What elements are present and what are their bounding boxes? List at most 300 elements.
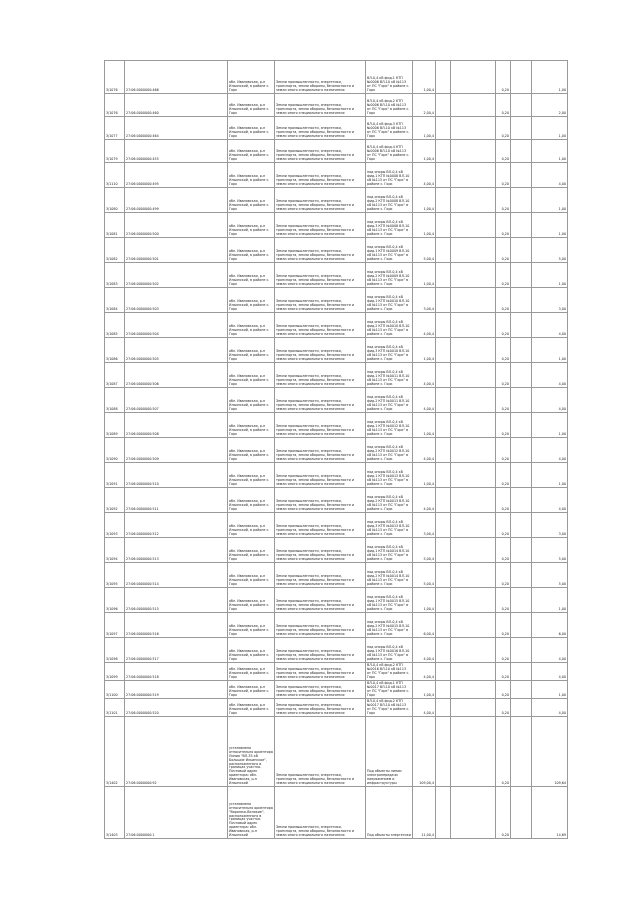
row-number: 3/1089 [105,413,125,438]
permitted-use: под опоры ВЛ-0,4 кВ фид.2 КТП №0015 ВЛ-10 кВ №113 от ПС "Горк" в районе с. Горк [366,613,413,638]
plot-area: 11,00,4 [413,787,436,839]
plot-location: обл. Ивановская, р-н Ильинский, в районе с. Горк [228,513,275,538]
cadastral-number: 27:06:0000000:520 [125,699,228,717]
cadastral-number: 27:06:0000000:514 [125,563,228,588]
permitted-use: под опоры ВЛ-0,4 кВ фид.1 КТП №0014 ВЛ-10 кВ №113 от ПС "Горк" в районе с. Горк [366,538,413,563]
row-number: 3/1083 [105,263,125,288]
table-row [105,263,568,288]
table-row [105,513,568,538]
cadastral-number: 27:06:0000000:499 [125,188,228,213]
permitted-use: под опоры ВЛ-0,4 кВ фид.2 КТП №0013 ВЛ-10 кВ №113 от ПС "Горк" в районе с. Горк [366,488,413,513]
permitted-use: под опоры ВЛ-0,4 кВ фид.3 КТП №0013 ВЛ-10 кВ №113 от ПС "Горк" в районе с. Горк [366,513,413,538]
empty-cell [436,338,451,363]
plot-area: 4,00,4 [413,388,436,413]
land-category: Земли промышленности, энергетики, транспорта, земли обороны, безопасности и земли иного специального назначения [275,263,366,288]
plot-location: обл. Ивановская, р-н Ильинский, в районе с. Горк [228,117,275,140]
plot-area: 1,00,4 [413,213,436,238]
empty-cell [436,140,451,163]
empty-cell [511,681,532,699]
permitted-use: ВЛ-0,4 кВ фид.4 КТП №0006 ВЛ-10 кВ №113 от ПС "Горк" в районе с. Горк [366,140,413,163]
table-row [105,488,568,513]
empty-cell [451,663,496,681]
table-row [105,61,568,94]
plot-area: 1,00,4 [413,117,436,140]
unit-value: 0,4 [428,357,434,362]
unit-value: 0,4 [428,382,434,387]
table-row [105,588,568,613]
table-row [105,140,568,163]
table-row [105,117,568,140]
row-number: 3/1081 [105,213,125,238]
permitted-use: Под объекты энергетики [366,787,413,839]
land-category: Земли промышленности, энергетики, транспорта, земли обороны, безопасности и земли иного специального назначения [275,140,366,163]
permitted-use: ВЛ-0,4 кВ фид.2 КТП №0006 ВЛ-10 кВ №113 от ПС "Горк" в районе с. Горк [366,94,413,117]
empty-cell [511,588,532,613]
row-number: 3/1098 [105,638,125,663]
row-number: 3/1082 [105,238,125,263]
empty-cell [451,313,496,338]
empty-cell [436,117,451,140]
unit-value: 0,4 [428,833,434,838]
payment-sum: 1,00 [532,588,568,613]
payment-sum: 3,00 [532,288,568,313]
plot-area: 5,00,4 [413,238,436,263]
land-category: Земли промышленности, энергетики, транспорта, земли обороны, безопасности и земли иного специального назначения [275,117,366,140]
land-category: Земли промышленности, энергетики, транспорта, земли обороны, безопасности и земли иного специального назначения [275,681,366,699]
empty-cell [451,463,496,488]
table-row [105,238,568,263]
row-number: 3/1088 [105,388,125,413]
plot-area: 3,00,4 [413,288,436,313]
rate-value: 0,20 [496,488,511,513]
row-number: 3/1403 [105,787,125,839]
cadastral-number: 27:06:0000000:504 [125,313,228,338]
payment-sum: 14,69 [532,787,568,839]
cadastral-number: 27:06:0000000:501 [125,238,228,263]
permitted-use: под опоры ВЛ-0,4 кВ фид.2 КТП №0012 ВЛ-10 кВ №113 от ПС "Горк" в районе с. Горк [366,438,413,463]
payment-sum: 5,00 [532,563,568,588]
row-number: 3/1091 [105,463,125,488]
empty-cell [436,188,451,213]
unit-value: 0,4 [428,432,434,437]
table-row [105,463,568,488]
empty-cell [436,288,451,313]
unit-value: 0,4 [428,632,434,637]
plot-location: обл. Ивановская, р-н Ильинский, в районе с. Горк [228,588,275,613]
payment-sum: 4,00 [532,488,568,513]
row-number: 3/1095 [105,563,125,588]
cadastral-number: 27:06:0000000:500 [125,213,228,238]
empty-cell [451,513,496,538]
land-plots-table [104,60,568,839]
cadastral-number: 27:06:0000000:507 [125,388,228,413]
unit-value: 0,4 [428,781,434,786]
plot-location: обл. Ивановская, р-н Ильинский, в районе с. Горк [228,238,275,263]
cadastral-number: 27:06:0000000:503 [125,288,228,313]
unit-value: 0,4 [428,532,434,537]
empty-cell [436,61,451,94]
table-row [105,94,568,117]
empty-cell [436,681,451,699]
payment-sum: 2,00 [532,94,568,117]
permitted-use: под опоры ВЛ-0,4 кВ фид.2 КТП №0008 ВЛ-10 кВ №113 от ПС "Горк" в районе с. Горк [366,188,413,213]
plot-location: обл. Ивановская, р-н Ильинский, в районе с. Горк [228,313,275,338]
empty-cell [436,563,451,588]
table-row [105,638,568,663]
rate-value: 0,20 [496,699,511,717]
row-number: 3/1086 [105,338,125,363]
empty-cell [451,699,496,717]
plot-location: установлено относительно ориентира "Воронеж-Великие", расположенного в границах участка. Почтовый адрес ориентира: обл. Ивановская, р-н Ильинский [228,787,275,839]
table-row [105,388,568,413]
rate-value: 0,20 [496,188,511,213]
row-number: 3/1101 [105,699,125,717]
empty-cell [511,638,532,663]
payment-sum: 4,00 [532,313,568,338]
land-category: Земли промышленности, энергетики, транспорта, земли обороны, безопасности и земли иного специального назначения [275,338,366,363]
plot-location: обл. Ивановская, р-н Ильинский, в районе с. Горк [228,388,275,413]
cadastral-number: 27:06:0000000:506 [125,363,228,388]
unit-value: 0,4 [428,182,434,187]
empty-cell [451,338,496,363]
permitted-use: под опоры ВЛ-0,4 кВ фид.1 КТП №0012 ВЛ-10 кВ №113 от ПС "Горк" в районе с. Горк [366,413,413,438]
plot-area: 1,00,4 [413,681,436,699]
payment-sum: 4,00 [532,438,568,463]
table-row [105,438,568,463]
land-category: Земли промышленности, энергетики, транспорта, земли обороны, безопасности и земли иного специального назначения [275,663,366,681]
row-number: 3/1096 [105,588,125,613]
payment-sum: 1,00 [532,263,568,288]
table-row [105,538,568,563]
plot-area: 109,00,4 [413,717,436,787]
payment-sum: 1,00 [532,681,568,699]
unit-value: 0,4 [428,457,434,462]
empty-cell [436,313,451,338]
empty-cell [436,238,451,263]
empty-cell [511,263,532,288]
unit-value: 0,4 [428,111,434,116]
land-category: Земли промышленности, энергетики, транспорта, земли обороны, безопасности и земли иного специального назначения [275,438,366,463]
unit-value: 0,4 [428,207,434,212]
plot-area: 5,00,4 [413,563,436,588]
empty-cell [451,563,496,588]
row-number: 3/1097 [105,613,125,638]
row-number: 3/1100 [105,681,125,699]
empty-cell [451,438,496,463]
table-row [105,787,568,839]
empty-cell [436,699,451,717]
land-category: Земли промышленности, энергетики, транспорта, земли обороны, безопасности и земли иного специального назначения [275,463,366,488]
payment-sum: 4,00 [532,363,568,388]
land-category: Земли промышленности, энергетики, транспорта, земли обороны, безопасности и земли иного специального назначения [275,363,366,388]
land-category: Земли промышленности, энергетики, транспорта, земли обороны, безопасности и земли иного специального назначения [275,388,366,413]
land-category: Земли промышленности, энергетики, транспорта, земли обороны, безопасности и земли иного специального назначения [275,238,366,263]
rate-value: 0,20 [496,388,511,413]
rate-value: 0,20 [496,663,511,681]
empty-cell [511,413,532,438]
payment-sum: 109,64 [532,717,568,787]
plot-area: 2,00,4 [413,94,436,117]
rate-value: 0,20 [496,363,511,388]
land-category: Земли промышленности, энергетики, транспорта, земли обороны, безопасности и земли иного специального назначения [275,188,366,213]
permitted-use: ВЛ-0,4 кВ фид.2 КТП №0016 ВЛ-10 кВ №113 от ПС "Горк" в районе с. Горк [366,663,413,681]
plot-location: обл. Ивановская, р-н Ильинский, в районе с. Горк [228,61,275,94]
empty-cell [436,388,451,413]
table-row [105,163,568,188]
cadastral-number: 27:06:0000000:517 [125,638,228,663]
land-category: Земли промышленности, энергетики, транспорта, земли обороны, безопасности и земли иного специального назначения [275,61,366,94]
permitted-use: Под объекты линии электропередачи напряжением и инфраструктуры [366,717,413,787]
empty-cell [451,588,496,613]
cadastral-number: 27:06:0000000:518 [125,663,228,681]
empty-cell [436,438,451,463]
land-category: Земли промышленности, энергетики, транспорта, земли обороны, безопасности и земли иного специального назначения [275,94,366,117]
cadastral-number: 27:06:0000000:513 [125,538,228,563]
permitted-use: ВЛ-0,4 кВ фид.3 КТП №0006 ВЛ-10 кВ №113 от ПС "Горк" в районе с. Горк [366,117,413,140]
unit-value: 0,4 [428,507,434,512]
plot-location: обл. Ивановская, р-н Ильинский, в районе с. Горк [228,463,275,488]
permitted-use: под опоры ВЛ-0,4 кВ фид.1 КТП №0011 ВЛ-10 кВ №113 от ПС "Горк" в районе с. Горк [366,363,413,388]
empty-cell [451,638,496,663]
cadastral-number: 27:06:0000000:464 [125,117,228,140]
unit-value: 0,4 [428,607,434,612]
table-row [105,413,568,438]
plot-area: 4,00,4 [413,363,436,388]
cadastral-number: 27:06:0000000:509 [125,438,228,463]
land-category: Земли промышленности, энергетики, транспорта, земли обороны, безопасности и земли иного специального назначения [275,488,366,513]
table-row [105,288,568,313]
empty-cell [511,438,532,463]
payment-sum: 5,00 [532,238,568,263]
plot-area: 4,00,4 [413,638,436,663]
empty-cell [451,140,496,163]
plot-area: 1,00,4 [413,61,436,94]
row-number: 3/1099 [105,663,125,681]
plot-area: 1,00,4 [413,588,436,613]
unit-value: 0,4 [428,407,434,412]
plot-location: обл. Ивановская, р-н Ильинский, в районе с. Горк [228,188,275,213]
row-number: 3/1110 [105,163,125,188]
land-category: Земли промышленности, энергетики, транспорта, земли обороны, безопасности и земли иного специального назначения [275,563,366,588]
empty-cell [436,263,451,288]
table-row [105,717,568,787]
land-category: Земли промышленности, энергетики, транспорта, земли обороны, безопасности и земли иного специального назначения [275,613,366,638]
land-category: Земли промышленности, энергетики, транспорта, земли обороны, безопасности и земли иного специального назначения [275,638,366,663]
empty-cell [436,613,451,638]
cadastral-number: 27:06:0000000:519 [125,681,228,699]
empty-cell [511,463,532,488]
row-number: 3/1084 [105,288,125,313]
empty-cell [451,413,496,438]
empty-cell [436,213,451,238]
plot-location: обл. Ивановская, р-н Ильинский, в районе с. Горк [228,363,275,388]
unit-value: 0,4 [428,282,434,287]
payment-sum: 1,00 [532,413,568,438]
rate-value: 0,20 [496,413,511,438]
rate-value: 0,20 [496,717,511,787]
unit-value: 0,4 [428,482,434,487]
table-row [105,563,568,588]
land-category: Земли промышленности, энергетики, транспорта, земли обороны, безопасности и земли иного специального назначения [275,588,366,613]
row-number: 3/1076 [105,94,125,117]
empty-cell [511,213,532,238]
table-row [105,681,568,699]
row-number: 3/1077 [105,117,125,140]
unit-value: 0,4 [428,557,434,562]
row-number: 3/1090 [105,438,125,463]
empty-cell [451,288,496,313]
table-row [105,363,568,388]
rate-value: 0,20 [496,438,511,463]
rate-value: 0,20 [496,338,511,363]
empty-cell [451,238,496,263]
plot-location: обл. Ивановская, р-н Ильинский, в районе с. Горк [228,338,275,363]
unit-value: 0,4 [428,657,434,662]
unit-value: 0,4 [428,232,434,237]
rate-value: 0,20 [496,613,511,638]
land-category: Земли промышленности, энергетики, транспорта, земли обороны, безопасности и земли иного специального назначения [275,513,366,538]
plot-location: обл. Ивановская, р-н Ильинский, в районе с. Горк [228,613,275,638]
rate-value: 0,20 [496,140,511,163]
row-number: 3/1402 [105,717,125,787]
plot-area: 3,00,4 [413,513,436,538]
unit-value: 0,4 [428,257,434,262]
land-category: Земли промышленности, энергетики, транспорта, земли обороны, безопасности и земли иного специального назначения [275,538,366,563]
permitted-use: под опоры ВЛ-0,4 кВ фид.2 КТП №0014 ВЛ-10 кВ №113 от ПС "Горк" в районе с. Горк [366,563,413,588]
unit-value: 0,4 [428,711,434,716]
permitted-use: ВЛ-0,4 кВ фид.2 КТП №0017 ВЛ-10 кВ №113 от ПС "Горк" в районе с. Горк [366,699,413,717]
cadastral-number: 27:06:0000000:510 [125,463,228,488]
empty-cell [511,288,532,313]
empty-cell [436,488,451,513]
unit-value: 0,4 [428,134,434,139]
rate-value: 0,20 [496,238,511,263]
unit-value: 0,4 [428,157,434,162]
rate-value: 0,20 [496,681,511,699]
table-row [105,213,568,238]
empty-cell [451,213,496,238]
row-number: 3/1087 [105,363,125,388]
empty-cell [511,363,532,388]
plot-location: обл. Ивановская, р-н Ильинский, в районе с. Горк [228,488,275,513]
plot-location: обл. Ивановская, р-н Ильинский, в районе с. Горк [228,538,275,563]
plot-location: установлено относительно ориентира Линия "ВЛ-35 кВ Большие Ильинское", расположенного в границах участка. Почтовый адрес ориентира: обл. Ивановская, р-н Ильинский [228,717,275,787]
permitted-use: ВЛ-0,4 кВ фид.1 КТП №0006 ВЛ-10 кВ №113 от ПС "Горк" в районе с. Горк [366,61,413,94]
cadastral-number: 27:06:0000000:92 [125,717,228,787]
permitted-use: под опоры ВЛ-0,4 кВ фид.2 КТП №0011 ВЛ-10 кВ №113 от ПС "Горк" в районе с. Горк [366,388,413,413]
rate-value: 0,20 [496,563,511,588]
cadastral-number: 27:06:0000000:505 [125,338,228,363]
plot-location: обл. Ивановская, р-н Ильинский, в районе с. Горк [228,438,275,463]
plot-location: обл. Ивановская, р-н Ильинский, в районе с. Горк [228,663,275,681]
rate-value: 0,20 [496,313,511,338]
unit-value: 0,4 [428,88,434,93]
payment-sum: 3,00 [532,513,568,538]
plot-area: 6,00,4 [413,613,436,638]
empty-cell [511,94,532,117]
cadastral-number: 27:06:0000000:1 [125,787,228,839]
empty-cell [451,681,496,699]
empty-cell [436,588,451,613]
land-category: Земли промышленности, энергетики, транспорта, земли обороны, безопасности и земли иного специального назначения [275,163,366,188]
row-number: 3/1076 [105,61,125,94]
empty-cell [511,61,532,94]
plot-location: обл. Ивановская, р-н Ильинский, в районе с. Горк [228,213,275,238]
rate-value: 0,20 [496,94,511,117]
empty-cell [511,787,532,839]
empty-cell [436,163,451,188]
plot-location: обл. Ивановская, р-н Ильинский, в районе с. Горк [228,699,275,717]
plot-area: 4,00,4 [413,313,436,338]
plot-area: 1,00,4 [413,263,436,288]
payment-sum: 1,00 [532,140,568,163]
cadastral-number: 27:06:0000000:495 [125,163,228,188]
empty-cell [451,388,496,413]
empty-cell [436,413,451,438]
plot-area: 4,00,4 [413,699,436,717]
empty-cell [511,338,532,363]
rate-value: 0,20 [496,588,511,613]
land-category: Земли промышленности, энергетики, транспорта, земли обороны, безопасности и земли иного специального назначения [275,787,366,839]
row-number: 3/1080 [105,188,125,213]
plot-area: 1,00,4 [413,463,436,488]
plot-location: обл. Ивановская, р-н Ильинский, в районе с. Горк [228,94,275,117]
rate-value: 0,20 [496,288,511,313]
row-number: 3/1085 [105,313,125,338]
plot-location: обл. Ивановская, р-н Ильинский, в районе с. Горк [228,563,275,588]
empty-cell [436,663,451,681]
row-number: 3/1079 [105,140,125,163]
cadastral-number: 27:06:0000000:460 [125,94,228,117]
payment-sum: 1,00 [532,188,568,213]
empty-cell [451,163,496,188]
empty-cell [451,613,496,638]
empty-cell [451,717,496,787]
rate-value: 0,20 [496,513,511,538]
empty-cell [451,488,496,513]
plot-area: 1,00,4 [413,140,436,163]
rate-value: 0,20 [496,638,511,663]
plot-location: обл. Ивановская, р-н Ильинский, в районе с. Горк [228,413,275,438]
plot-area: 4,00,4 [413,163,436,188]
plot-location: обл. Ивановская, р-н Ильинский, в районе с. Горк [228,681,275,699]
payment-sum: 1,00 [532,61,568,94]
empty-cell [436,513,451,538]
payment-sum: 4,00 [532,638,568,663]
empty-cell [436,538,451,563]
land-category: Земли промышленности, энергетики, транспорта, земли обороны, безопасности и земли иного специального назначения [275,213,366,238]
payment-sum: 4,00 [532,699,568,717]
empty-cell [436,463,451,488]
unit-value: 0,4 [428,332,434,337]
cadastral-number: 27:06:0000000:511 [125,488,228,513]
plot-location: обл. Ивановская, р-н Ильинский, в районе с. Горк [228,288,275,313]
plot-area: 1,00,4 [413,413,436,438]
table-row [105,188,568,213]
unit-value: 0,4 [428,582,434,587]
empty-cell [436,717,451,787]
empty-cell [436,787,451,839]
empty-cell [511,513,532,538]
payment-sum: 1,00 [532,338,568,363]
land-category: Земли промышленности, энергетики, транспорта, земли обороны, безопасности и земли иного специального назначения [275,717,366,787]
plot-area: 5,00,4 [413,538,436,563]
cadastral-number: 27:06:0000000:455 [125,140,228,163]
table-row [105,663,568,681]
payment-sum: 1,00 [532,117,568,140]
empty-cell [451,61,496,94]
empty-cell [511,117,532,140]
